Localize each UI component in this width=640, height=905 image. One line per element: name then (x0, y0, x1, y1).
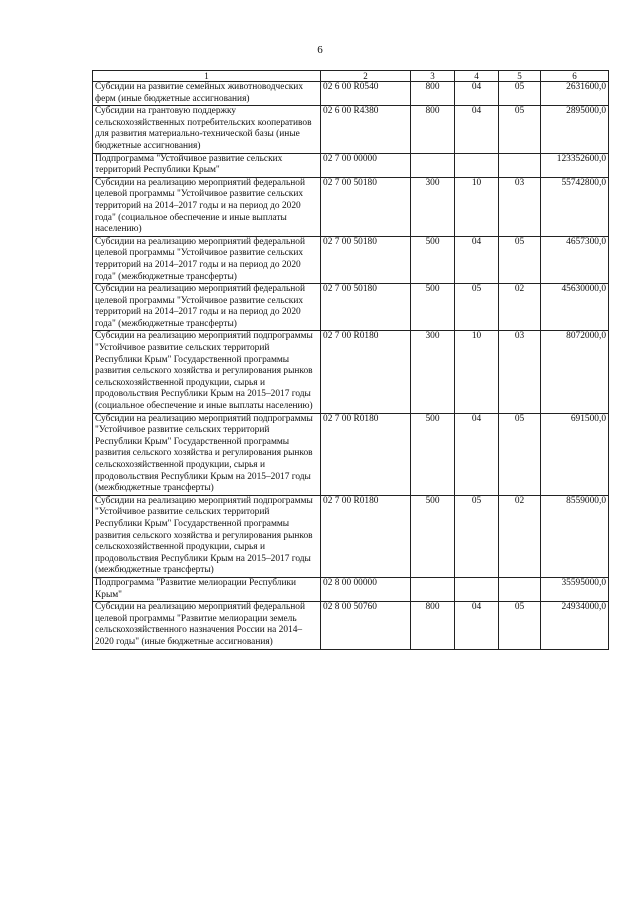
row-amount: 45630000,0 (541, 284, 609, 331)
row-amount: 24934000,0 (541, 602, 609, 649)
row-expense-type: 300 (411, 331, 455, 413)
row-section: 10 (455, 177, 499, 236)
table-header-row (93, 71, 609, 82)
row-subsection: 05 (499, 236, 541, 283)
row-expense-type: 500 (411, 495, 455, 577)
row-expense-type: 800 (411, 82, 455, 106)
row-section: 04 (455, 236, 499, 283)
column-header: 6 (541, 71, 609, 82)
row-subsection: 02 (499, 495, 541, 577)
row-expense-type: 500 (411, 413, 455, 495)
row-target-code: 02 8 00 00000 (321, 577, 411, 601)
row-expense-type: 800 (411, 106, 455, 153)
row-subsection: 02 (499, 284, 541, 331)
column-header: 1 (93, 71, 321, 82)
row-section: 04 (455, 413, 499, 495)
row-target-code: 02 7 00 50180 (321, 177, 411, 236)
row-name: Субсидии на реализацию мероприятий федеральной целевой программы "Устойчивое развитие сельских территорий на 2014–2017 годы и на период до 2020 года" (межбюджетные трансферты) (93, 284, 321, 331)
row-target-code: 02 8 00 50760 (321, 602, 411, 649)
row-subsection (499, 153, 541, 177)
row-expense-type (411, 577, 455, 601)
row-section: 04 (455, 82, 499, 106)
row-expense-type: 800 (411, 602, 455, 649)
table-row (93, 284, 609, 331)
row-amount: 691500,0 (541, 413, 609, 495)
row-target-code: 02 6 00 R4380 (321, 106, 411, 153)
row-target-code: 02 7 00 00000 (321, 153, 411, 177)
row-amount: 8559000,0 (541, 495, 609, 577)
row-amount: 123352600,0 (541, 153, 609, 177)
row-amount: 2895000,0 (541, 106, 609, 153)
column-header: 5 (499, 71, 541, 82)
table-row (93, 331, 609, 413)
table-row (93, 177, 609, 236)
table-row (93, 413, 609, 495)
row-target-code: 02 7 00 R0180 (321, 495, 411, 577)
row-expense-type: 300 (411, 177, 455, 236)
row-name: Субсидии на реализацию мероприятий федеральной целевой программы "Развитие мелиорации земель сельскохозяйственного назначения России на 2014–2020 годы" (иные бюджетные ассигнования) (93, 602, 321, 649)
row-target-code: 02 7 00 50180 (321, 284, 411, 331)
row-subsection: 05 (499, 413, 541, 495)
row-subsection: 03 (499, 331, 541, 413)
table-row (93, 495, 609, 577)
row-expense-type: 500 (411, 284, 455, 331)
row-expense-type: 500 (411, 236, 455, 283)
row-subsection (499, 577, 541, 601)
row-amount: 55742800,0 (541, 177, 609, 236)
row-name: Субсидии на развитие семейных животноводческих ферм (иные бюджетные ассигнования) (93, 82, 321, 106)
table-row (93, 577, 609, 601)
row-name: Подпрограмма "Устойчивое развитие сельских территорий Республики Крым" (93, 153, 321, 177)
budget-table (92, 70, 609, 650)
row-section (455, 577, 499, 601)
row-amount: 2631600,0 (541, 82, 609, 106)
row-section (455, 153, 499, 177)
table-row (93, 153, 609, 177)
row-name: Субсидии на реализацию мероприятий федеральной целевой программы "Устойчивое развитие сельских территорий на 2014–2017 годы и на период до 2020 года" (социальное обеспечение и иные выплаты населению) (93, 177, 321, 236)
row-section: 05 (455, 495, 499, 577)
row-target-code: 02 7 00 R0180 (321, 413, 411, 495)
row-amount: 8072000,0 (541, 331, 609, 413)
row-name: Субсидии на реализацию мероприятий подпрограммы "Устойчивое развитие сельских территорий Республики Крым" Государственной программы развития сельского хозяйства и регулирования рынков сельскохозяйственной продукции, сырья и продовольствия Республики Крым на 2015–2017 годы (межбюджетные трансферты) (93, 495, 321, 577)
row-section: 05 (455, 284, 499, 331)
row-target-code: 02 7 00 50180 (321, 236, 411, 283)
row-name: Субсидии на реализацию мероприятий подпрограммы "Устойчивое развитие сельских территорий Республики Крым" Государственной программы развития сельского хозяйства и регулирования рынков сельскохозяйственной продукции, сырья и продовольствия Республики Крым на 2015–2017 годы (социальное обеспечение и иные выплаты населению) (93, 331, 321, 413)
row-name: Субсидии на грантовую поддержку сельскохозяйственных потребительских кооперативов для развития материально-технической базы (иные бюджетные ассигнования) (93, 106, 321, 153)
row-section: 04 (455, 602, 499, 649)
page-number: 6 (317, 44, 323, 56)
table-row (93, 106, 609, 153)
row-section: 04 (455, 106, 499, 153)
table-row (93, 82, 609, 106)
row-amount: 4657300,0 (541, 236, 609, 283)
column-header: 4 (455, 71, 499, 82)
row-name: Субсидии на реализацию мероприятий подпрограммы "Устойчивое развитие сельских территорий Республики Крым" Государственной программы развития сельского хозяйства и регулирования рынков сельскохозяйственной продукции, сырья и продовольствия Республики Крым на 2015–2017 годы (межбюджетные трансферты) (93, 413, 321, 495)
table-row (93, 602, 609, 649)
row-amount: 35595000,0 (541, 577, 609, 601)
column-header: 3 (411, 71, 455, 82)
row-subsection: 03 (499, 177, 541, 236)
table-row (93, 236, 609, 283)
row-subsection: 05 (499, 82, 541, 106)
row-target-code: 02 7 00 R0180 (321, 331, 411, 413)
row-name: Субсидии на реализацию мероприятий федеральной целевой программы "Устойчивое развитие сельских территорий на 2014–2017 годы и на период до 2020 года" (межбюджетные трансферты) (93, 236, 321, 283)
row-expense-type (411, 153, 455, 177)
row-subsection: 05 (499, 106, 541, 153)
row-subsection: 05 (499, 602, 541, 649)
column-header: 2 (321, 71, 411, 82)
row-name: Подпрограмма "Развитие мелиорации Республики Крым" (93, 577, 321, 601)
row-target-code: 02 6 00 R0540 (321, 82, 411, 106)
row-section: 10 (455, 331, 499, 413)
